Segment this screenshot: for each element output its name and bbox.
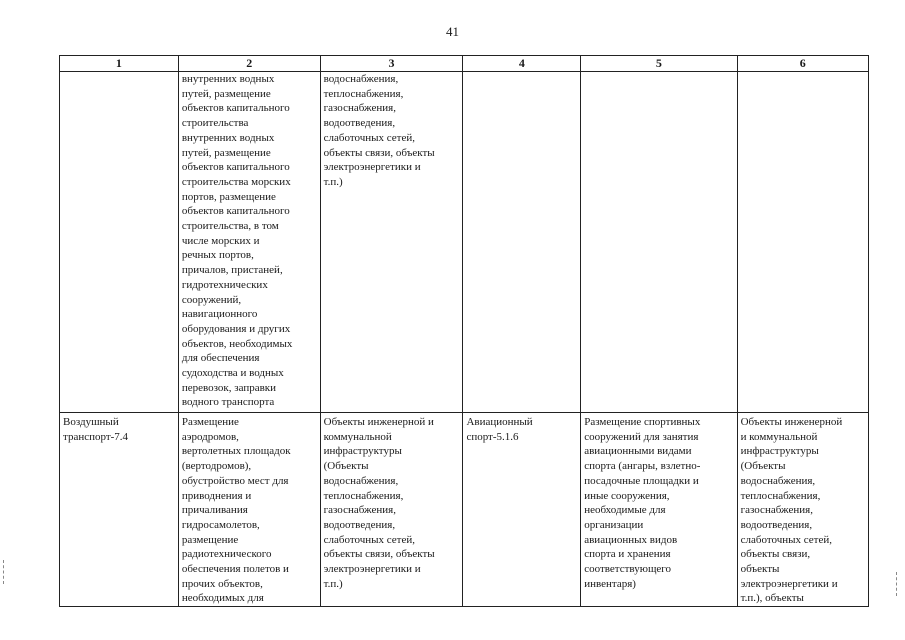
table-cell — [463, 72, 581, 413]
column-header-3: 3 — [320, 56, 463, 72]
table-cell — [581, 72, 737, 413]
table-cell: Объекты инженерной и коммунальной инфраструктуры (Объекты водоснабжения, теплоснабжения, газоснабжения, водоотведения, слаботочных сетей, объекты связи, объекты электроэнергетики и т.п.) — [320, 413, 463, 607]
scan-margin-mark — [3, 560, 8, 584]
column-header-4: 4 — [463, 56, 581, 72]
table-cell: внутренних водных путей, размещение объектов капитального строительства внутренних водных путей, размещение объектов капитального строительства морских портов, размещение объектов капитального строительства, в том числе морских и речных портов, причалов, пристаней, гидротехнических сооружений, навигационного оборудования и других объектов, необходимых для обеспечения судоходства и водных перевозок, заправки водного транспорта — [178, 72, 320, 413]
table-cell: Объекты инженерной и коммунальной инфраструктуры (Объекты водоснабжения, теплоснабжения, газоснабжения, водоотведения, слаботочных сетей, объекты связи, объекты электроэнергетики и т.п.), объекты — [737, 413, 868, 607]
table-cell: Размещение спортивных сооружений для занятия авиационными видами спорта (ангары, взлетно- посадочные площадки и иные сооружения, необходимые для организации авиационных видов спорта и хранения соответствующего инвентаря) — [581, 413, 737, 607]
table-cell — [737, 72, 868, 413]
table-cell: Авиационный спорт-5.1.6 — [463, 413, 581, 607]
column-header-5: 5 — [581, 56, 737, 72]
table-row — [60, 72, 869, 413]
column-header-6: 6 — [737, 56, 868, 72]
page-number: 41 — [446, 24, 459, 39]
column-header-2: 2 — [178, 56, 320, 72]
table-row — [60, 413, 869, 607]
zoning-table — [59, 55, 869, 607]
column-header-1: 1 — [60, 56, 179, 72]
table-cell: Воздушный транспорт-7.4 — [60, 413, 179, 607]
scan-margin-mark — [896, 572, 901, 596]
table-cell — [60, 72, 179, 413]
table-cell: Размещение аэродромов, вертолетных площадок (вертодромов), обустройство мест для приводнения и причаливания гидросамолетов, размещение радиотехнического обеспечения полетов и прочих объектов, необходимых для — [178, 413, 320, 607]
table-header-row — [60, 56, 869, 72]
table-cell: водоснабжения, теплоснабжения, газоснабжения, водоотведения, слаботочных сетей, объекты связи, объекты электроэнергетики и т.п.) — [320, 72, 463, 413]
